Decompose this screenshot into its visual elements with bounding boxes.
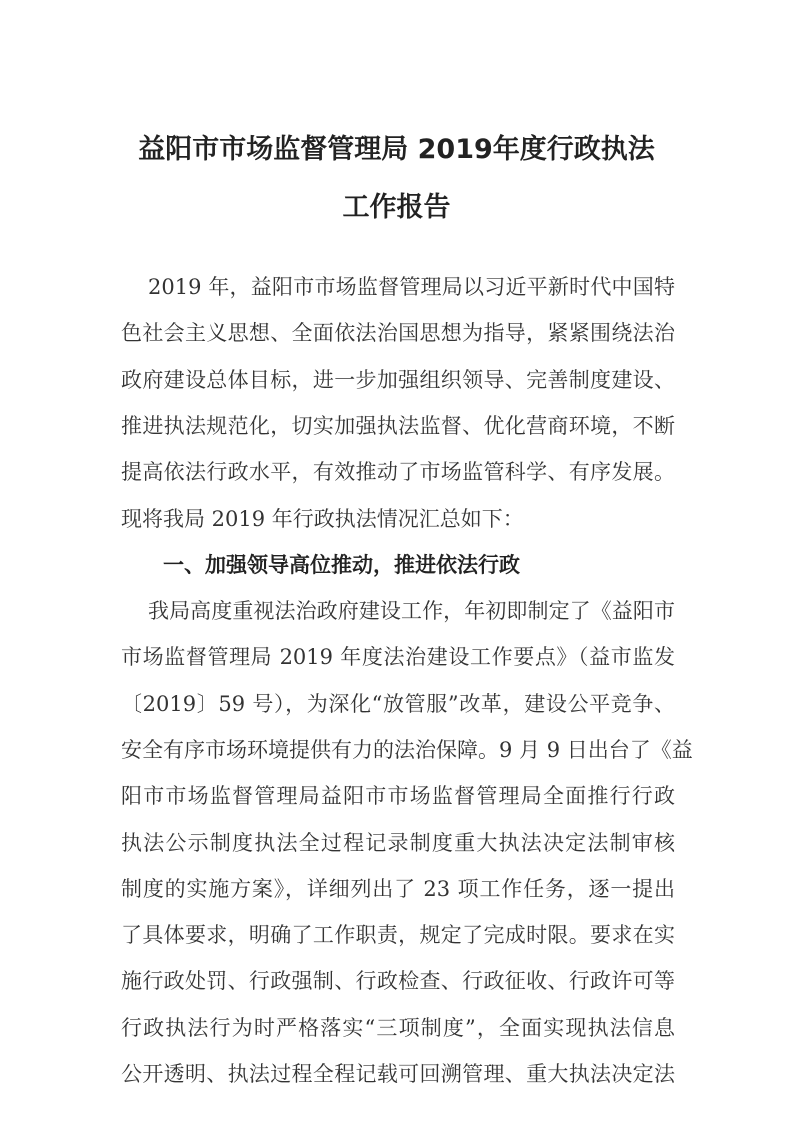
- text-line: 制度的实施方案》，详细列出了 23 项工作任务，逐一提出: [121, 876, 675, 901]
- text-line: 色社会主义思想、全面依法治国思想为指导，紧紧围绕法治: [121, 321, 675, 346]
- document-title-line-2: 工作报告: [342, 192, 451, 223]
- text-line: 安全有序市场环境提供有力的法治保障。9 月 9 日出台了《益: [121, 737, 693, 762]
- text-line: 行政执法行为时严格落实“三项制度”，全面实现执法信息: [121, 1015, 675, 1040]
- text-line: 市场监督管理局 2019 年度法治建设工作要点》（益市监发: [121, 645, 675, 670]
- text-line: 现将我局 2019 年行政执法情况汇总如下：: [121, 506, 524, 531]
- text-line: 执法公示制度执法全过程记录制度重大执法决定法制审核: [121, 830, 675, 855]
- text-line: 阳市市场监督管理局益阳市市场监督管理局全面推行行政: [121, 784, 675, 809]
- text-line: 我局高度重视法治政府建设工作，年初即制定了《益阳市: [148, 599, 675, 623]
- text-line: 〔2019〕59 号），为深化“放管服”改革，建设公平竞争、: [121, 691, 675, 716]
- text-line: 推进执法规范化，切实加强执法监督、优化营商环境，不断: [121, 413, 675, 438]
- text-line: 2019 年，益阳市市场监督管理局以习近平新时代中国特: [148, 275, 675, 299]
- text-line: 公开透明、执法过程全程记载可回溯管理、重大执法决定法: [121, 1062, 675, 1086]
- section-heading: 一、加强领导高位推动，推进依法行政: [163, 553, 520, 577]
- text-line: 政府建设总体目标，进一步加强组织领导、完善制度建设、: [121, 367, 675, 392]
- text-line: 了具体要求，明确了工作职责，规定了完成时限。要求在实: [121, 923, 675, 948]
- text-line: 施行政处罚、行政强制、行政检查、行政征收、行政许可等: [121, 969, 675, 994]
- text-line: 提高依法行政水平，有效推动了市场监管科学、有序发展。: [121, 460, 675, 485]
- document-title-line-1: 益阳市市场监督管理局 2019年度行政执法: [138, 134, 655, 165]
